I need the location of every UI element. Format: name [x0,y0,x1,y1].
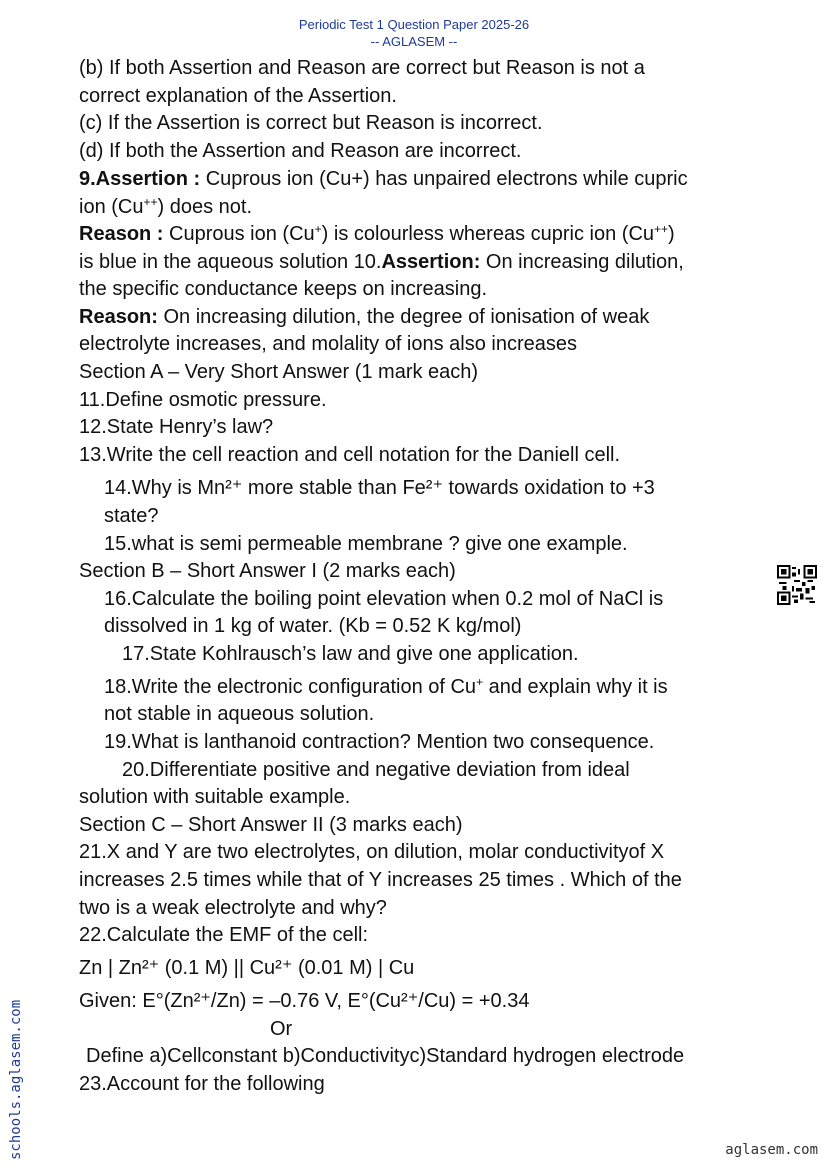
question-14-line2: state? [104,505,159,527]
section-c-heading: Section C – Short Answer II (3 marks each) [79,814,463,836]
q9-assertion [79,167,688,191]
question-16-line2: dissolved in 1 kg of water. (Kb = 0.52 K kg/mol) [104,615,522,637]
question-21-line2: increases 2.5 times while that of Y increases 25 times . Which of the [79,869,682,891]
q10-label: Assertion: [381,251,481,273]
page-header-source: -- AGLASEM -- [370,34,458,49]
question-21-line3: two is a weak electrolyte and why? [79,897,387,919]
question-22-define: Define a)Cellconstant b)Conductivityc)Standard hydrogen electrode [86,1045,685,1067]
question-12: 12.State Henry’s law? [79,416,274,438]
q9-label: 9.Assertion : [79,168,201,190]
question-23: 23.Account for the following [79,1073,325,1095]
option-d: (d) If both the Assertion and Reason are incorrect. [79,140,522,162]
q9-reason-line2 [79,250,684,274]
q10-line2: the specific conductance keeps on increasing. [79,278,488,300]
question-15: 15.what is semi permeable membrane ? give one example. [104,533,628,555]
r9-l2a: is blue in the aqueous solution 10. [79,251,382,273]
page-header-title: Periodic Test 1 Question Paper 2025-26 [298,17,530,32]
question-13: 13.Write the cell reaction and cell notation for the Daniell cell. [79,444,621,466]
reason-label: Reason : [79,223,164,245]
question-20-line1: 20.Differentiate positive and negative deviation from ideal [122,759,630,781]
question-17: 17.State Kohlrausch’s law and give one application. [122,643,579,665]
question-18-line1 [104,675,668,699]
reason-label: Reason: [79,306,158,328]
question-19: 19.What is lanthanoid contraction? Mention two consequence. [104,731,655,753]
question-14-line1: 14.Why is Mn²⁺ more stable than Fe²⁺ towards oxidation to +3 [104,477,655,499]
question-16-line1: 16.Calculate the boiling point elevation when 0.2 mol of NaCl is [104,588,664,610]
question-22: 22.Calculate the EMF of the cell: [79,924,369,946]
r10-text: On increasing dilution, the degree of ionisation of weak [157,306,650,328]
footer-url: aglasem.com [725,1142,818,1158]
question-20-line2: solution with suitable example. [79,786,351,808]
q9-text: Cuprous ion (Cu+) has unpaired electrons while cupric [200,168,688,190]
question-22-cell: Zn | Zn²⁺ (0.1 M) || Cu²⁺ (0.01 M) | Cu [79,957,415,979]
q10-text: On increasing dilution, [480,251,684,273]
qr-code-icon [777,565,817,605]
q18-a1: 18.Write the electronic configuration of Cu [104,676,477,698]
q9-l2a: ion (Cu [79,196,144,218]
question-11: 11.Define osmotic pressure. [79,389,327,411]
superscript-p: + [314,222,322,236]
r9-b: ) is colourless whereas cupric ion (Cu [321,223,655,245]
option-c: (c) If the Assertion is correct but Reason is incorrect. [79,112,543,134]
option-b-line2: correct explanation of the Assertion. [79,85,397,107]
superscript-pp: ++ [654,222,669,236]
q18-a2: and explain why it is [483,676,668,698]
option-b-line1: (b) If both Assertion and Reason are correct but Reason is not a [79,57,645,79]
superscript-pp: ++ [143,195,158,209]
q9-assertion-line2 [79,195,252,219]
question-18-line2: not stable in aqueous solution. [104,703,375,725]
side-watermark-url: schools.aglasem.com [8,999,24,1160]
q9-reason [79,222,675,246]
section-b-heading: Section B – Short Answer I (2 marks each) [79,560,456,582]
superscript-p: + [476,675,484,689]
question-21-line1: 21.X and Y are two electrolytes, on dilution, molar conductivityof X [79,841,665,863]
section-a-heading: Section A – Very Short Answer (1 mark each) [79,361,479,383]
question-22-given: Given: E°(Zn²⁺/Zn) = –0.76 V, E°(Cu²⁺/Cu) = +0.34 [79,990,530,1012]
r9-a: Cuprous ion (Cu [163,223,315,245]
q10-reason-line2: electrolyte increases, and molality of ions also increases [79,333,578,355]
q9-l2b: ) does not. [157,196,253,218]
or-separator: Or [270,1018,293,1040]
r9-c: ) [668,223,675,245]
q10-reason [79,305,649,329]
